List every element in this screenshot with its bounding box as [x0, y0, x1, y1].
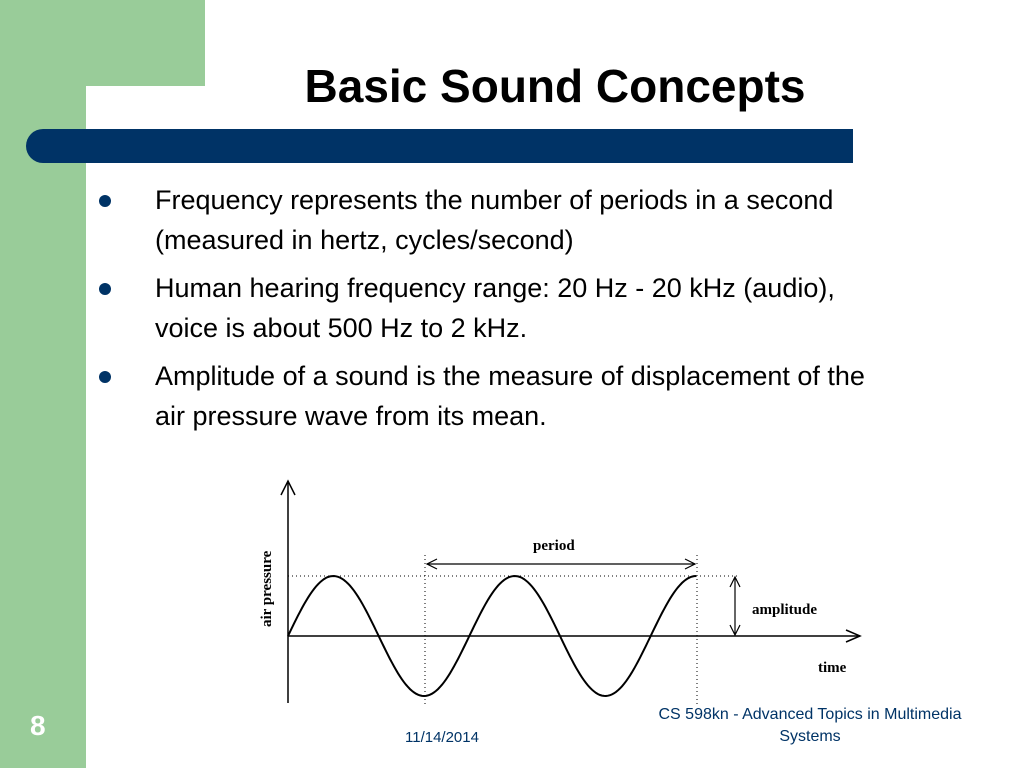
y-axis-label: air pressure [259, 550, 275, 627]
bullet-dot-icon [99, 283, 111, 295]
course-footer: CS 598kn - Advanced Topics in Multimedia Systems [658, 706, 962, 745]
bullet-text: Frequency represents the number of periods in a second (measured in hertz, cycles/second) [155, 185, 834, 255]
bullet-text: Amplitude of a sound is the measure of displacement of the air pressure wave from its mean. [155, 361, 865, 431]
bullet-text: Human hearing frequency range: 20 Hz - 20 kHz (audio), voice is about 500 Hz to 2 kHz. [155, 273, 835, 343]
bullet-item [96, 268, 896, 348]
sound-wave-diagram [250, 475, 870, 710]
page-number: 8 [30, 710, 46, 741]
left-green-band [0, 0, 86, 768]
bullet-list [96, 180, 896, 444]
x-axis-label: time [818, 660, 847, 676]
amplitude-label: amplitude [752, 602, 818, 618]
bullet-item [96, 356, 896, 436]
top-green-block [0, 0, 205, 86]
bullet-item [96, 180, 896, 260]
slide-title: Basic Sound Concepts [304, 60, 806, 112]
bullet-dot-icon [99, 195, 111, 207]
slide-date: 11/14/2014 [405, 729, 479, 746]
bullet-dot-icon [99, 371, 111, 383]
period-label: period [533, 538, 575, 554]
title-underline-bar [26, 129, 853, 163]
